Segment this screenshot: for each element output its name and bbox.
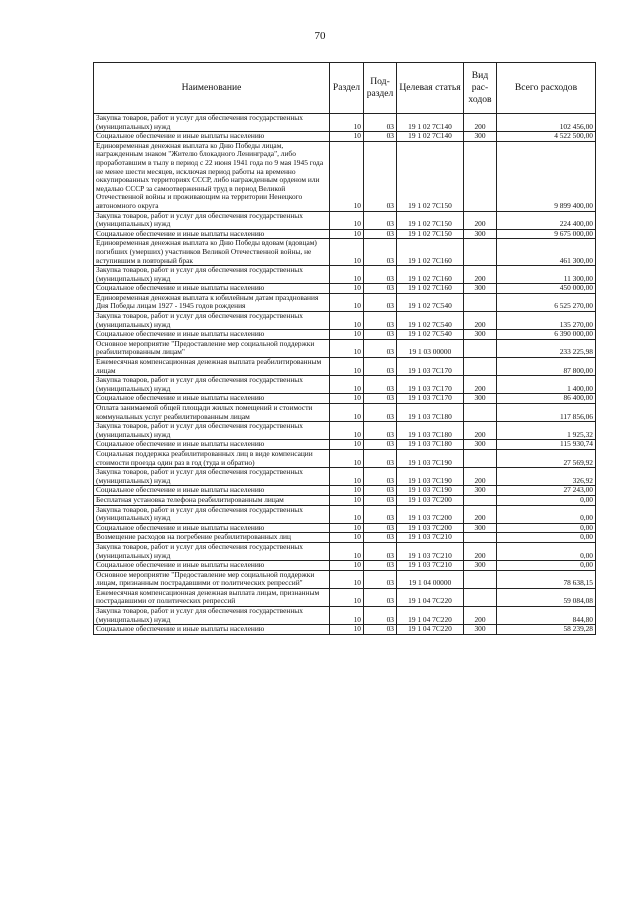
cell-razdel: 10 [330,376,364,394]
cell-total: 59 084,08 [497,588,596,606]
cell-podrazdel: 03 [364,239,397,266]
cell-razdel: 10 [330,588,364,606]
cell-statya: 19 1 03 7С210 [397,561,464,571]
cell-vid: 300 [464,229,497,239]
table-row [94,239,596,266]
cell-podrazdel: 03 [364,404,397,422]
cell-vid: 200 [464,607,497,625]
cell-name: Социальное обеспечение и иные выплаты населению [94,625,330,635]
cell-total: 86 400,00 [497,394,596,404]
page-number: 70 [314,30,326,42]
table-row [94,533,596,543]
cell-vid [464,358,497,376]
cell-razdel: 10 [330,625,364,635]
cell-total: 4 522 500,00 [497,132,596,142]
cell-razdel: 10 [330,293,364,311]
cell-name: Ежемесячная компенсационная денежная выплата лицам, признанным пострадавшими от политических репрессий [94,588,330,606]
cell-name: Закупка товаров, работ и услуг для обеспечения государственных (муниципальных) нужд [94,376,330,394]
cell-razdel: 10 [330,542,364,560]
table-row [94,607,596,625]
cell-total: 27 243,00 [497,486,596,496]
table-row [94,486,596,496]
cell-name: Закупка товаров, работ и услуг для обеспечения государственных (муниципальных) нужд [94,505,330,523]
cell-total: 58 239,28 [497,625,596,635]
cell-podrazdel: 03 [364,505,397,523]
cell-total: 1 400,00 [497,376,596,394]
cell-vid [464,404,497,422]
cell-name: Социальное обеспечение и иные выплаты населению [94,132,330,142]
cell-razdel: 10 [330,266,364,284]
cell-name: Закупка товаров, работ и услуг для обеспечения государственных (муниципальных) нужд [94,312,330,330]
cell-podrazdel: 03 [364,533,397,543]
cell-podrazdel: 03 [364,358,397,376]
cell-statya: 19 1 04 7С220 [397,625,464,635]
cell-podrazdel: 03 [364,114,397,132]
cell-statya: 19 1 04 7С220 [397,607,464,625]
cell-statya: 19 1 02 7С140 [397,114,464,132]
cell-vid: 300 [464,394,497,404]
cell-razdel: 10 [330,495,364,505]
cell-vid: 300 [464,523,497,533]
cell-vid: 200 [464,312,497,330]
cell-razdel: 10 [330,114,364,132]
cell-name: Закупка товаров, работ и услуг для обеспечения государственных (муниципальных) нужд [94,607,330,625]
col-header-vid: Вид рас-ходов [464,63,497,114]
cell-podrazdel: 03 [364,542,397,560]
cell-vid [464,449,497,467]
cell-statya: 19 1 03 7С190 [397,486,464,496]
cell-name: Основное мероприятие "Предоставление мер социальной поддержки реабилитированным лицам" [94,339,330,357]
cell-vid: 300 [464,132,497,142]
cell-total: 6 390 000,00 [497,330,596,340]
cell-razdel: 10 [330,339,364,357]
cell-vid: 200 [464,542,497,560]
cell-total: 117 856,06 [497,404,596,422]
cell-podrazdel: 03 [364,312,397,330]
cell-total: 461 300,00 [497,239,596,266]
cell-vid [464,339,497,357]
cell-podrazdel: 03 [364,570,397,588]
budget-table [93,62,596,635]
cell-vid [464,495,497,505]
cell-vid: 300 [464,284,497,294]
cell-name: Закупка товаров, работ и услуг для обеспечения государственных (муниципальных) нужд [94,211,330,229]
table-row [94,542,596,560]
cell-name: Социальное обеспечение и иные выплаты населению [94,229,330,239]
cell-total: 1 925,32 [497,422,596,440]
cell-vid: 300 [464,330,497,340]
cell-statya: 19 1 02 7С540 [397,330,464,340]
cell-name: Оплата занимаемой общей площади жилых помещений и стоимости коммунальных услуг реабилитированным лицам [94,404,330,422]
cell-statya: 19 1 02 7С150 [397,141,464,211]
cell-statya: 19 1 03 7С180 [397,440,464,450]
cell-total: 844,80 [497,607,596,625]
col-header-razdel: Раздел [330,63,364,114]
cell-podrazdel: 03 [364,284,397,294]
cell-razdel: 10 [330,358,364,376]
cell-name: Закупка товаров, работ и услуг для обеспечения государственных (муниципальных) нужд [94,468,330,486]
table-row [94,404,596,422]
cell-total: 0,00 [497,561,596,571]
table-row [94,625,596,635]
cell-name: Социальное обеспечение и иные выплаты населению [94,284,330,294]
cell-name: Социальное обеспечение и иные выплаты населению [94,523,330,533]
cell-name: Единовременная денежная выплата ко Дню Победы вдовам (вдовцам) погибших (умерших) участников Великой Отечественной войны, не вступившим в повторный брак [94,239,330,266]
cell-podrazdel: 03 [364,339,397,357]
table-row [94,561,596,571]
col-header-name: Наименование [94,63,330,114]
cell-statya: 19 1 03 7С180 [397,422,464,440]
cell-statya: 19 1 03 7С210 [397,542,464,560]
cell-vid: 200 [464,468,497,486]
cell-total: 135 270,00 [497,312,596,330]
cell-statya: 19 1 02 7С150 [397,229,464,239]
cell-podrazdel: 03 [364,495,397,505]
table-row [94,114,596,132]
cell-razdel: 10 [330,440,364,450]
cell-vid: 200 [464,266,497,284]
cell-name: Возмещение расходов на погребение реабилитированных лиц [94,533,330,543]
cell-total: 78 638,15 [497,570,596,588]
cell-vid [464,293,497,311]
cell-statya: 19 1 03 7С170 [397,358,464,376]
cell-statya: 19 1 02 7С540 [397,293,464,311]
table-row [94,588,596,606]
cell-vid [464,141,497,211]
cell-total: 0,00 [497,505,596,523]
cell-razdel: 10 [330,533,364,543]
cell-vid [464,570,497,588]
cell-razdel: 10 [330,561,364,571]
cell-name: Закупка товаров, работ и услуг для обеспечения государственных (муниципальных) нужд [94,114,330,132]
table-header-row [94,63,596,114]
cell-statya: 19 1 02 7С160 [397,239,464,266]
cell-razdel: 10 [330,468,364,486]
cell-razdel: 10 [330,523,364,533]
cell-name: Социальное обеспечение и иные выплаты населению [94,394,330,404]
cell-total: 115 930,74 [497,440,596,450]
cell-podrazdel: 03 [364,266,397,284]
cell-vid [464,533,497,543]
cell-podrazdel: 03 [364,468,397,486]
cell-total: 0,00 [497,523,596,533]
cell-statya: 19 1 03 7С180 [397,404,464,422]
cell-total: 6 525 270,00 [497,293,596,311]
col-header-total: Всего расходов [497,63,596,114]
cell-statya: 19 1 04 00000 [397,570,464,588]
cell-total: 9 675 000,00 [497,229,596,239]
cell-name: Социальное обеспечение и иные выплаты населению [94,486,330,496]
cell-statya: 19 1 02 7С540 [397,312,464,330]
table-row [94,358,596,376]
cell-statya: 19 1 03 7С190 [397,468,464,486]
cell-statya: 19 1 03 7С210 [397,533,464,543]
cell-statya: 19 1 02 7С150 [397,211,464,229]
cell-razdel: 10 [330,239,364,266]
cell-podrazdel: 03 [364,132,397,142]
table-row [94,132,596,142]
cell-statya: 19 1 03 7С200 [397,495,464,505]
cell-vid: 200 [464,505,497,523]
table-row [94,376,596,394]
table-row [94,141,596,211]
cell-name: Бесплатная установка телефона реабилитированным лицам [94,495,330,505]
cell-vid: 300 [464,625,497,635]
cell-vid [464,239,497,266]
cell-podrazdel: 03 [364,293,397,311]
table-row [94,312,596,330]
cell-statya: 19 1 03 7С170 [397,394,464,404]
cell-vid [464,588,497,606]
cell-total: 9 899 400,00 [497,141,596,211]
table-row [94,211,596,229]
cell-statya: 19 1 02 7С160 [397,266,464,284]
cell-total: 450 000,00 [497,284,596,294]
cell-podrazdel: 03 [364,394,397,404]
cell-name: Социальная поддержка реабилитированных лиц в виде компенсации стоимости проезда один раз в год (туда и обратно) [94,449,330,467]
cell-total: 11 300,00 [497,266,596,284]
cell-statya: 19 1 03 7С200 [397,505,464,523]
table-row [94,495,596,505]
cell-razdel: 10 [330,229,364,239]
cell-vid: 200 [464,211,497,229]
cell-name: Единовременная денежная выплата ко Дню Победы лицам, награжденным знаком "Жителю блокадного Ленинграда", либо проработавшим в тылу в период с 22 июня 1941 года по 9 мая 1945 года не менее шести месяцев, исключая период работы на временно оккупированных территориях СССР, либо награжденным орденом или медалью СССР за самоотверженный труд в период Великой Отечественной войны и проживающим на территории Ненецкого автономного округа [94,141,330,211]
cell-razdel: 10 [330,132,364,142]
cell-total: 0,00 [497,533,596,543]
table-row [94,284,596,294]
cell-statya: 19 1 03 00000 [397,339,464,357]
cell-vid: 200 [464,376,497,394]
cell-name: Ежемесячная компенсационная денежная выплата реабилитированным лицам [94,358,330,376]
cell-name: Закупка товаров, работ и услуг для обеспечения государственных (муниципальных) нужд [94,266,330,284]
cell-podrazdel: 03 [364,486,397,496]
cell-podrazdel: 03 [364,523,397,533]
table-row [94,330,596,340]
cell-podrazdel: 03 [364,141,397,211]
cell-total: 87 800,00 [497,358,596,376]
col-header-statya: Целевая статья [397,63,464,114]
table-body [94,114,596,635]
cell-total: 27 569,92 [497,449,596,467]
cell-total: 0,00 [497,542,596,560]
cell-total: 102 456,00 [497,114,596,132]
cell-vid: 300 [464,440,497,450]
cell-vid: 300 [464,561,497,571]
table-row [94,570,596,588]
table-row [94,266,596,284]
cell-razdel: 10 [330,422,364,440]
cell-vid: 200 [464,422,497,440]
cell-statya: 19 1 03 7С190 [397,449,464,467]
table-row [94,449,596,467]
cell-statya: 19 1 02 7С160 [397,284,464,294]
cell-razdel: 10 [330,284,364,294]
col-header-podrazdel: Под-раздел [364,63,397,114]
cell-razdel: 10 [330,394,364,404]
cell-podrazdel: 03 [364,422,397,440]
cell-razdel: 10 [330,330,364,340]
cell-total: 224 400,00 [497,211,596,229]
table-row [94,468,596,486]
cell-total: 233 225,98 [497,339,596,357]
cell-razdel: 10 [330,312,364,330]
cell-total: 0,00 [497,495,596,505]
cell-razdel: 10 [330,449,364,467]
cell-podrazdel: 03 [364,211,397,229]
cell-razdel: 10 [330,141,364,211]
cell-statya: 19 1 02 7С140 [397,132,464,142]
cell-razdel: 10 [330,211,364,229]
cell-name: Социальное обеспечение и иные выплаты населению [94,440,330,450]
cell-razdel: 10 [330,607,364,625]
table-row [94,293,596,311]
cell-podrazdel: 03 [364,330,397,340]
cell-name: Единовременная денежная выплата к юбилейным датам празднования Дня Победы лицам 1927 - 1945 годов рождения [94,293,330,311]
cell-name: Основное мероприятие "Предоставление мер социальной поддержки лицам, признанным пострадавшими от политических репрессий" [94,570,330,588]
cell-razdel: 10 [330,404,364,422]
cell-statya: 19 1 03 7С200 [397,523,464,533]
cell-vid: 300 [464,486,497,496]
cell-statya: 19 1 03 7С170 [397,376,464,394]
table-row [94,339,596,357]
cell-podrazdel: 03 [364,376,397,394]
table-row [94,422,596,440]
cell-podrazdel: 03 [364,625,397,635]
cell-vid: 200 [464,114,497,132]
cell-statya: 19 1 04 7С220 [397,588,464,606]
cell-podrazdel: 03 [364,588,397,606]
cell-podrazdel: 03 [364,229,397,239]
cell-name: Социальное обеспечение и иные выплаты населению [94,330,330,340]
cell-razdel: 10 [330,570,364,588]
cell-podrazdel: 03 [364,607,397,625]
cell-name: Социальное обеспечение и иные выплаты населению [94,561,330,571]
cell-podrazdel: 03 [364,440,397,450]
cell-razdel: 10 [330,486,364,496]
cell-total: 326,92 [497,468,596,486]
cell-name: Закупка товаров, работ и услуг для обеспечения государственных (муниципальных) нужд [94,422,330,440]
table-row [94,505,596,523]
cell-razdel: 10 [330,505,364,523]
cell-podrazdel: 03 [364,561,397,571]
cell-podrazdel: 03 [364,449,397,467]
cell-name: Закупка товаров, работ и услуг для обеспечения государственных (муниципальных) нужд [94,542,330,560]
